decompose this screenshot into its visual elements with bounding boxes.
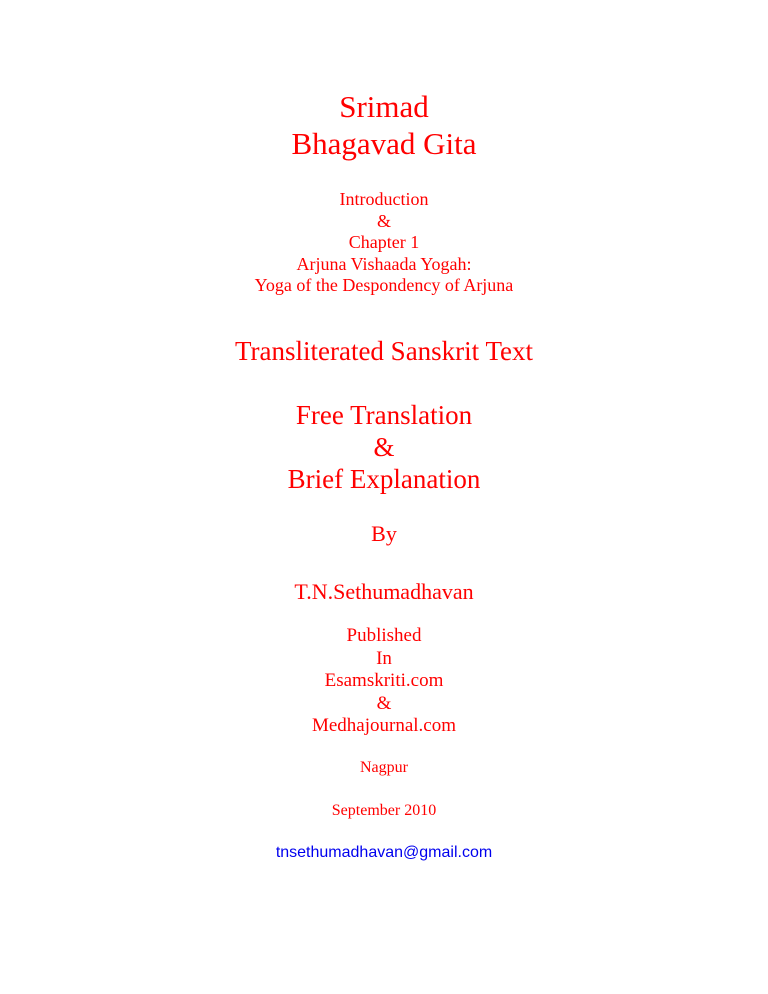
publish-line-5: Medhajournal.com — [311, 715, 457, 737]
title-line-2: Bhagavad Gita — [291, 126, 477, 161]
book-title — [0, 88, 768, 162]
translation-heading — [0, 399, 768, 495]
translation-line-1: Free Translation — [295, 400, 473, 430]
city-label: Nagpur — [360, 759, 408, 776]
chapter-intro — [0, 189, 768, 297]
publish-line-4: & — [376, 692, 392, 714]
publication-info — [0, 625, 768, 738]
publication-date: September 2010 — [331, 802, 437, 819]
intro-line-5: Yoga of the Despondency of Arjuna — [254, 275, 514, 295]
transliterated-heading: Transliterated Sanskrit Text — [234, 336, 534, 366]
title-line-1: Srimad — [339, 89, 429, 124]
translation-line-2: & — [373, 432, 395, 462]
publish-line-3: Esamskriti.com — [324, 670, 444, 692]
intro-line-4: Arjuna Vishaada Yogah: — [296, 253, 472, 274]
intro-line-2: & — [376, 210, 391, 231]
publish-line-2: In — [376, 647, 392, 669]
publish-line-1: Published — [346, 625, 422, 646]
author-email-link[interactable]: tnsethumadhavan@gmail.com — [275, 844, 493, 861]
by-label: By — [371, 521, 397, 546]
intro-line-1: Introduction — [339, 189, 429, 209]
intro-line-3: Chapter 1 — [348, 232, 420, 252]
author-name: T.N.Sethumadhavan — [294, 579, 474, 604]
translation-line-3: Brief Explanation — [287, 464, 481, 494]
